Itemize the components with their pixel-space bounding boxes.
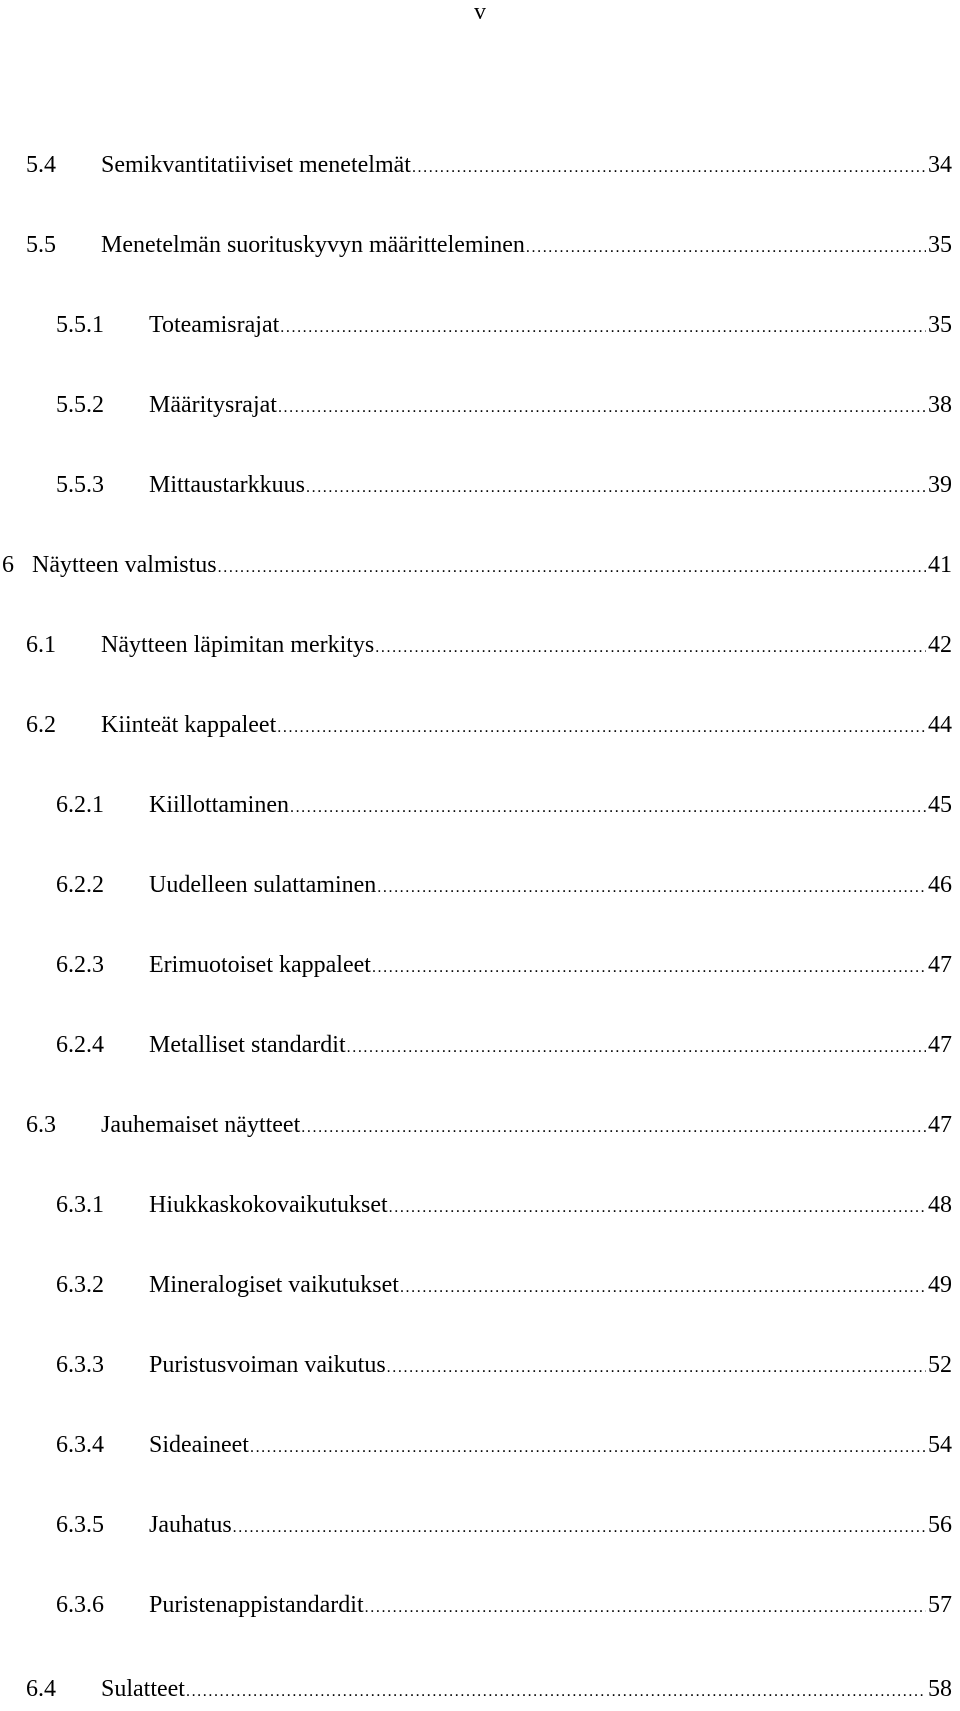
toc-entry-5-4[interactable] (26, 150, 952, 183)
toc-title: Näytteen läpimitan merkitys (101, 632, 375, 658)
toc-leader-dots (186, 1677, 926, 1707)
toc-page-number: 38 (928, 392, 952, 418)
toc-page-number: 52 (928, 1352, 952, 1378)
toc-number: 6.3.3 (56, 1352, 104, 1378)
toc-leader-dots (347, 1033, 926, 1063)
toc-number: 5.4 (26, 152, 56, 178)
toc-leader-dots (218, 553, 926, 583)
toc-number: 6.3.1 (56, 1192, 104, 1218)
toc-leader-dots (375, 633, 926, 663)
toc-leader-dots (389, 1193, 926, 1223)
toc-leader-dots (250, 1433, 926, 1463)
toc-title: Määritysrajat (149, 392, 277, 418)
toc-title: Kiinteät kappaleet (101, 712, 277, 738)
toc-leader-dots (372, 953, 926, 983)
toc-entry-6-2-2[interactable] (56, 870, 952, 903)
toc-page-number: 47 (928, 952, 952, 978)
toc-leader-dots (301, 1113, 926, 1143)
toc-page-number: 49 (928, 1272, 952, 1298)
toc-title: Menetelmän suorituskyvyn määritteleminen (101, 232, 525, 258)
toc-leader-dots (306, 473, 926, 503)
toc-title: Uudelleen sulattaminen (149, 872, 377, 898)
toc-number: 6.3 (26, 1112, 56, 1138)
toc-leader-dots (387, 1353, 926, 1383)
toc-title: Jauhatus (149, 1512, 232, 1538)
toc-title: Näytteen valmistus (32, 552, 217, 578)
toc-number: 6.3.4 (56, 1432, 104, 1458)
toc-title: Kiillottaminen (149, 792, 289, 818)
toc-entry-6-3-2[interactable] (56, 1270, 952, 1303)
toc-leader-dots (526, 233, 926, 263)
toc-title: Puristenappistandardit (149, 1592, 364, 1618)
toc-page-number: 41 (928, 552, 952, 578)
toc-page-number: 47 (928, 1032, 952, 1058)
toc-entry-6-1[interactable] (26, 630, 952, 663)
page-number: v (474, 0, 486, 25)
toc-number: 6.2.3 (56, 952, 104, 978)
toc-title: Semikvantitatiiviset menetelmät (101, 152, 411, 178)
toc-title: Metalliset standardit (149, 1032, 346, 1058)
toc-entry-6-2-4[interactable] (56, 1030, 952, 1063)
toc-leader-dots (412, 153, 926, 183)
toc-entry-6-2-3[interactable] (56, 950, 952, 983)
toc-page-number: 35 (928, 232, 952, 258)
toc-number: 5.5.3 (56, 472, 104, 498)
toc-entry-6-3-6[interactable] (56, 1590, 952, 1623)
toc-leader-dots (290, 793, 926, 823)
toc-title: Erimuotoiset kappaleet (149, 952, 371, 978)
toc-number: 6.3.6 (56, 1592, 104, 1618)
toc-title: Mineralogiset vaikutukset (149, 1272, 399, 1298)
toc-entry-5-5-3[interactable] (56, 470, 952, 503)
toc-entry-5-5-1[interactable] (56, 310, 952, 343)
toc-number: 5.5.2 (56, 392, 104, 418)
toc-leader-dots (280, 313, 926, 343)
toc-leader-dots (233, 1513, 926, 1543)
toc-page-number: 35 (928, 312, 952, 338)
toc-leader-dots (365, 1593, 926, 1623)
toc-number: 6.2.1 (56, 792, 104, 818)
toc-number: 6.2.2 (56, 872, 104, 898)
toc-entry-6-2-1[interactable] (56, 790, 952, 823)
toc-title: Hiukkaskokovaikutukset (149, 1192, 388, 1218)
toc-entry-6-3-5[interactable] (56, 1510, 952, 1543)
toc-number: 6.1 (26, 632, 56, 658)
toc-entry-6[interactable] (2, 550, 952, 583)
toc-number: 6.2 (26, 712, 56, 738)
toc-entry-6-4[interactable] (26, 1674, 952, 1707)
toc-title: Toteamisrajat (149, 312, 280, 338)
toc-page-number: 47 (928, 1112, 952, 1138)
toc-page-number: 58 (928, 1676, 952, 1702)
toc-page-number: 56 (928, 1512, 952, 1538)
toc-page-number: 45 (928, 792, 952, 818)
toc-entry-6-3[interactable] (26, 1110, 952, 1143)
toc-number: 6.3.5 (56, 1512, 104, 1538)
toc-page-number: 44 (928, 712, 952, 738)
toc-number: 6.4 (26, 1676, 56, 1702)
toc-number: 6.2.4 (56, 1032, 104, 1058)
toc-entry-6-3-3[interactable] (56, 1350, 952, 1383)
toc-leader-dots (377, 873, 926, 903)
toc-page-number: 46 (928, 872, 952, 898)
toc-page-number: 42 (928, 632, 952, 658)
toc-page-number: 39 (928, 472, 952, 498)
toc-leader-dots (278, 393, 926, 423)
toc-entry-6-3-4[interactable] (56, 1430, 952, 1463)
toc-entry-6-3-1[interactable] (56, 1190, 952, 1223)
toc-number: 5.5.1 (56, 312, 104, 338)
toc-leader-dots (277, 713, 926, 743)
toc-title: Puristusvoiman vaikutus (149, 1352, 386, 1378)
toc-number: 5.5 (26, 232, 56, 258)
toc-number: 6 (2, 552, 14, 578)
toc-page-number: 34 (928, 152, 952, 178)
toc-title: Mittaustarkkuus (149, 472, 305, 498)
toc-entry-5-5-2[interactable] (56, 390, 952, 423)
toc-page-number: 57 (928, 1592, 952, 1618)
toc-page-number: 48 (928, 1192, 952, 1218)
toc-page-number: 54 (928, 1432, 952, 1458)
toc-entry-5-5[interactable] (26, 230, 952, 263)
toc-leader-dots (400, 1273, 926, 1303)
toc-title: Jauhemaiset näytteet (101, 1112, 301, 1138)
toc-number: 6.3.2 (56, 1272, 104, 1298)
toc-title: Sulatteet (101, 1676, 185, 1702)
toc-entry-6-2[interactable] (26, 710, 952, 743)
toc-title: Sideaineet (149, 1432, 249, 1458)
